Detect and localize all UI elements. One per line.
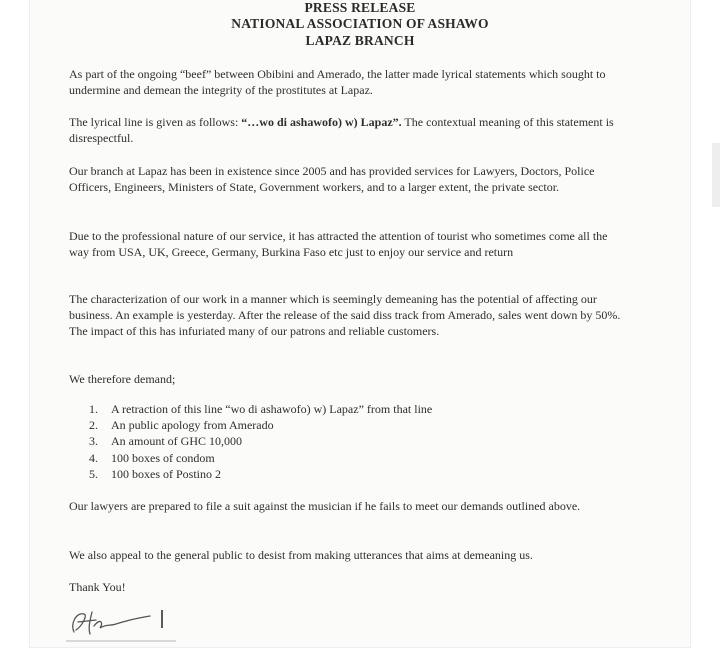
list-item — [89, 401, 609, 417]
list-number: 3. — [89, 434, 98, 449]
list-text: A retraction of this line “wo di ashawofo) w) Lapaz” from that line — [111, 402, 433, 416]
paragraph-intro: As part of the ongoing “beef” between Obibini and Amerado, the latter made lyrical statements which sought to undermine and demean the integrity of the prostitutes at Lapaz. — [69, 67, 606, 97]
paragraph-lyrical-line — [69, 114, 629, 146]
list-number: 1. — [89, 402, 98, 416]
lyrical-prefix: The lyrical line is given as follows: — [69, 115, 242, 129]
closing-thank-you: Thank You! — [69, 580, 126, 594]
list-item — [89, 466, 609, 482]
list-item — [89, 417, 609, 433]
lyrical-suffix: The contextual meaning of this statement is disrespectful. — [69, 115, 614, 145]
title-association: NATIONAL ASSOCIATION OF ASHAWO — [231, 16, 489, 31]
list-number: 5. — [89, 466, 98, 481]
demands-list — [89, 401, 609, 482]
list-text: An public apology from Amerado — [111, 418, 274, 433]
page-edge-shadow — [712, 143, 720, 207]
paragraph-tourists: Due to the professional nature of our service, it has attracted the attention of tourist who sometimes come all the way from USA, UK, Greece, Germany, Burkina Faso etc just to enjoy our service and return — [69, 229, 608, 259]
paragraph-business-impact: The characterization of our work in a manner which is seemingly demeaning has the potential of affecting our business. An example is yesterday. After the release of the said diss track from Amerado, sales went down by 50%. The impact of this has infuriated many of our patrons and reliable customers. — [69, 292, 621, 338]
title-press-release: PRESS RELEASE — [304, 0, 416, 15]
paragraph-appeal: We also appeal to the general public to desist from making utterances that aims at demeaning us. — [69, 548, 533, 562]
list-text: 100 boxes of Postino 2 — [111, 466, 222, 481]
list-item — [89, 433, 609, 449]
demand-intro: We therefore demand; — [69, 372, 176, 386]
list-number: 4. — [89, 450, 98, 465]
lyrical-quote: “…wo di ashawofo) w) Lapaz”. — [241, 115, 402, 129]
cropped-signature-name — [66, 640, 176, 649]
paragraph-lawyers: Our lawyers are prepared to file a suit against the musician if he fails to meet our demands outlined above. — [69, 499, 581, 513]
list-text: An amount of GHC 10,000 — [111, 434, 242, 449]
title-branch: LAPAZ BRANCH — [305, 33, 415, 48]
paragraph-branch-history: Our branch at Lapaz has been in existence since 2005 and has provided services for Lawyers, Doctors, Police Officers, Engineers, Ministers of State, Government workers, and to a larger extent, the private sector. — [69, 164, 595, 194]
list-item — [89, 450, 609, 466]
list-text: 100 boxes of condom — [111, 450, 215, 465]
list-number: 2. — [89, 418, 98, 433]
signature-icon — [66, 604, 176, 640]
